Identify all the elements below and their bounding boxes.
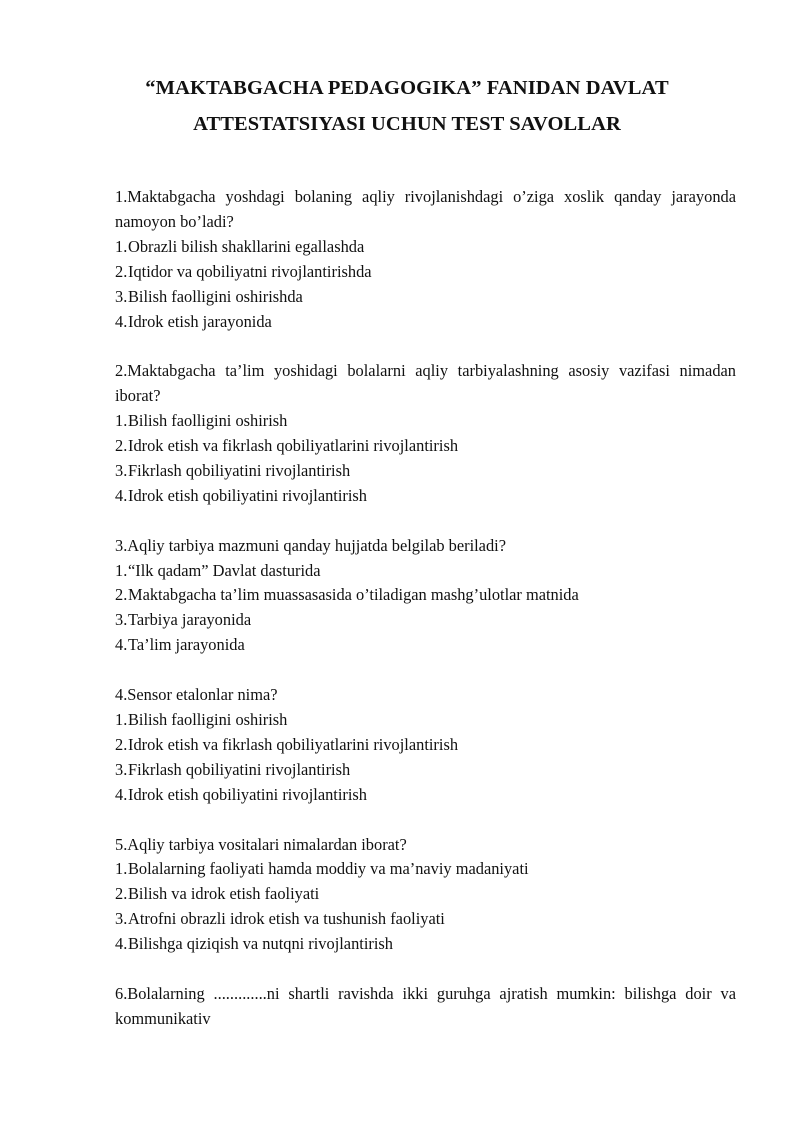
option-text: Bolalarning faoliyati hamda moddiy va ma’naviy madaniyati (128, 859, 529, 879)
option-number: 1. (115, 709, 128, 729)
option-number: 4. (115, 784, 128, 804)
option-number: 4. (115, 635, 128, 655)
option-text: Ta’lim jarayonida (128, 635, 245, 655)
answer-option (115, 459, 736, 484)
option-text: Maktabgacha ta’lim muassasasida o’tiladigan mashg’ulotlar matnida (128, 585, 579, 605)
option-text: Bilish faolligini oshirishda (128, 286, 303, 306)
answer-option (115, 409, 736, 434)
option-text: Atrofni obrazli idrok etish va tushunish faoliyati (128, 909, 445, 929)
option-text: Idrok etish qobiliyatini rivojlantirish (128, 485, 368, 505)
question-1 (115, 185, 736, 334)
question-text: 2.Maktabgacha ta’lim yoshidagi bolalarni aqliy tarbiyalashning asosiy vazifasi nimadan iborat? (115, 361, 736, 406)
answer-option (115, 633, 736, 658)
question-2 (115, 359, 736, 508)
option-text: Idrok etish jarayonida (128, 311, 272, 331)
option-text: Idrok etish va fikrlash qobiliyatlarini rivojlantirish (128, 436, 459, 456)
option-number: 2. (115, 884, 128, 904)
option-text: Fikrlash qobiliyatini rivojlantirish (128, 460, 351, 480)
answer-option (115, 260, 736, 285)
answer-option (115, 235, 736, 260)
question-list (115, 185, 736, 1057)
answer-option (115, 608, 736, 633)
option-text: Idrok etish qobiliyatini rivojlantirish (128, 784, 368, 804)
answer-option (115, 583, 736, 608)
question-text: 3.Aqliy tarbiya mazmuni qanday hujjatda belgilab beriladi? (115, 535, 506, 555)
option-number: 4. (115, 311, 128, 331)
answer-option (115, 907, 736, 932)
question-text: 6.Bolalarning .............ni shartli ravishda ikki guruhga ajratish mumkin: bilishga doir va kommunikativ (115, 983, 736, 1028)
option-number: 4. (115, 485, 128, 505)
question-5 (115, 833, 736, 958)
option-number: 1. (115, 859, 128, 879)
question-text: 1.Maktabgacha yoshdagi bolaning aqliy rivojlanishdagi o’ziga xoslik qanday jarayonda namoyon bo’ladi? (115, 187, 736, 231)
option-number: 2. (115, 734, 128, 754)
question-3 (115, 534, 736, 659)
option-number: 2. (115, 585, 128, 605)
answer-option (115, 559, 736, 584)
option-number: 3. (115, 610, 128, 630)
answer-option (115, 758, 736, 783)
option-text: Fikrlash qobiliyatini rivojlantirish (128, 759, 351, 779)
option-text: Bilish va idrok etish faoliyati (128, 884, 320, 904)
answer-option (115, 434, 736, 459)
option-text: Bilishga qiziqish va nutqni rivojlantirish (128, 934, 393, 954)
option-number: 3. (115, 286, 128, 306)
option-text: Obrazli bilish shakllarini egallashda (128, 236, 365, 256)
option-text: “Ilk qadam” Davlat dasturida (128, 560, 321, 580)
option-number: 2. (115, 436, 128, 456)
option-text: Idrok etish va fikrlash qobiliyatlarini rivojlantirish (128, 734, 459, 754)
option-text: Tarbiya jarayonida (128, 610, 252, 630)
answer-option (115, 733, 736, 758)
answer-option (115, 783, 736, 808)
option-number: 1. (115, 236, 128, 256)
answer-option (115, 708, 736, 733)
answer-option (115, 857, 736, 882)
question-text: 4.Sensor etalonlar nima? (115, 685, 278, 705)
option-text: Bilish faolligini oshirish (128, 411, 288, 431)
option-number: 2. (115, 261, 128, 281)
answer-option (115, 285, 736, 310)
answer-option (115, 484, 736, 509)
title-line-2: ATTESTATSIYASI UCHUN TEST SAVOLLAR (193, 113, 621, 135)
answer-option (115, 932, 736, 957)
option-number: 1. (115, 411, 128, 431)
option-number: 4. (115, 934, 128, 954)
question-6 (115, 982, 736, 1032)
document-title (80, 70, 734, 142)
answer-option (115, 310, 736, 335)
answer-option (115, 882, 736, 907)
option-text: Iqtidor va qobiliyatni rivojlantirishda (128, 261, 372, 281)
option-text: Bilish faolligini oshirish (128, 709, 288, 729)
question-text: 5.Aqliy tarbiya vositalari nimalardan iborat? (115, 834, 407, 854)
option-number: 1. (115, 560, 128, 580)
option-number: 3. (115, 460, 128, 480)
option-number: 3. (115, 759, 128, 779)
title-line-1: “MAKTABGACHA PEDAGOGIKA” FANIDAN DAVLAT (145, 77, 669, 99)
option-number: 3. (115, 909, 128, 929)
question-4 (115, 683, 736, 808)
